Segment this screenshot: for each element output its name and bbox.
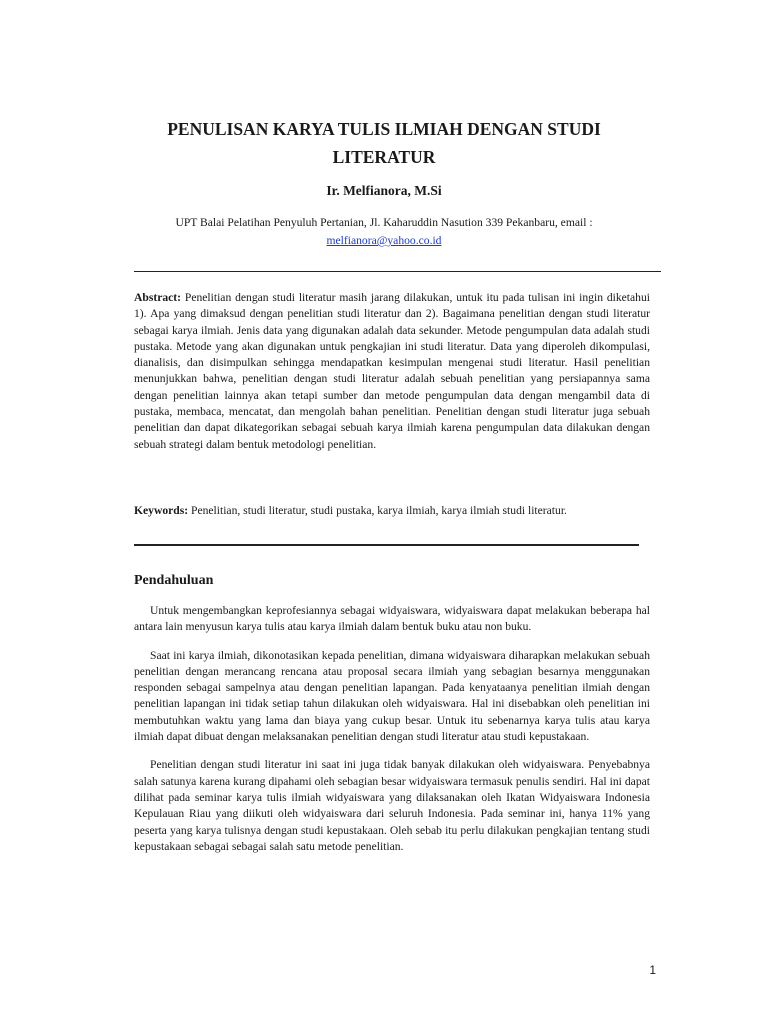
keywords-label: Keywords: bbox=[134, 504, 189, 517]
page-number: 1 bbox=[649, 963, 656, 977]
abstract-label: Abstract: bbox=[134, 291, 182, 304]
author-affiliation bbox=[140, 214, 628, 250]
affiliation-text: UPT Balai Pelatihan Penyuluh Pertanian, Jl. Kaharuddin Nasution 339 Pekanbaru, email : bbox=[175, 216, 593, 229]
header-divider bbox=[134, 271, 661, 272]
abstract-text: Penelitian dengan studi literatur masih jarang dilakukan, untuk itu pada tulisan ini ingin diketahui 1). Apa yang dimaksud dengan penelitian studi literatur dan 2). Bagaimana penelitian dengan studi literatur sebagai karya ilmiah. Jenis data yang digunakan adalah data sekunder. Metode pengumpulan data adalah studi pustaka. Metode yang akan digunakan untuk pengkajian ini studi literatur. Data yang diperoleh dikompulasi, dianalisis, dan disimpulkan sehingga mendapatkan kesimpulan mengenai studi literatur. Hasil penelitian menunjukkan bahwa, penelitian dengan studi literatur adalah sebuah penelitian yang persiapannya sama dengan penelitian lainnya akan tetapi sumber dan metode pengumpulan data dengan mengambil data di pustaka, membaca, mencatat, dan mengolah bahan penelitian. Penelitian dengan studi literatur juga sebuah penelitian dan dapat dikategorikan sebagai sebuah karya ilmiah karena pengumpulan data dilakukan dengan sebuah strategi dalam bentuk metodologi penelitian. bbox=[134, 291, 650, 451]
keywords-text: Penelitian, studi literatur, studi pustaka, karya ilmiah, karya ilmiah studi literatur. bbox=[191, 504, 567, 517]
body-paragraph: Saat ini karya ilmiah, dikonotasikan kepada penelitian, dimana widyaiswara diharapkan melakukan sebuah penelitian dengan merancang rencana atau proposal secara ilmiah yang sebagian besarnya menggunakan responden sebagai sampelnya atau dengan penelitian lapangan. Pada kenyataanya penelitian ilmiah dengan penelitian lapangan ini tidak setiap tahun dilakukan oleh widyaiswara. Hal ini disebabkan oleh penelitian ini membutuhkan waktu yang lama dan biaya yang cukup besar. Untuk itu sebenarnya karya tulis atau karya ilmiah dapat dibuat dengan melaksanakan penelitian dengan studi literatur atau studi kepustakaan. bbox=[134, 648, 650, 744]
abstract-divider bbox=[134, 544, 639, 546]
keywords bbox=[134, 503, 584, 519]
section-heading: Pendahuluan bbox=[134, 573, 214, 588]
body-paragraph: Penelitian dengan studi literatur ini saat ini juga tidak banyak dilakukan oleh widyaiswara. Penyebabnya salah satunya karena kurang dipahami oleh sebagian besar widyaiswara termasuk penulis sendiri. Hal ini dapat dilihat pada seminar karya tulis ilmiah widyaiswara yang dilaksanakan oleh Ikatan Widyaiswara Indonesia Kepulauan Riau yang diikuti oleh widyaiswara dari seluruh Indonesia. Pada seminar ini, hanya 11% yang peserta yang karya tulisnya dengan studi kepustakaan. Oleh sebab itu perlu dilakukan pengkajian tentang studi kepustakaan sebagai sebagai salah satu metode penelitian. bbox=[134, 758, 650, 853]
section-body bbox=[134, 603, 650, 867]
body-paragraph: Untuk mengembangkan keprofesiannya sebagai widyaiswara, widyaiswara dapat melakukan beberapa hal antara lain menyusun karya tulis atau karya ilmiah dalam bentuk buku atau non buku. bbox=[134, 604, 650, 634]
paper-title: PENULISAN KARYA TULIS ILMIAH DENGAN STUDI LITERATUR bbox=[167, 119, 601, 167]
abstract bbox=[134, 290, 650, 453]
author-name: Ir. Melfianora, M.Si bbox=[326, 183, 442, 198]
email-link[interactable]: melfianora@yahoo.co.id bbox=[326, 234, 442, 247]
